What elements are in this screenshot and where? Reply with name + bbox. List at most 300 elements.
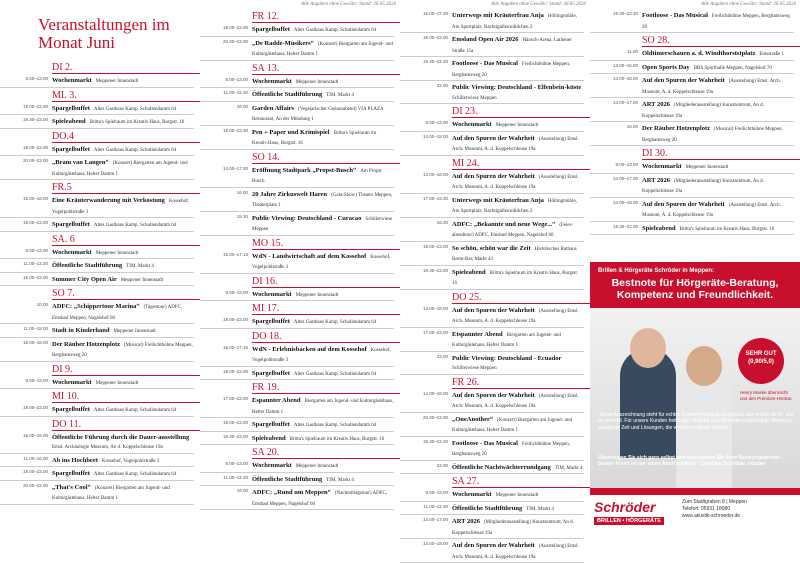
event-entry[interactable]: [400, 266, 584, 290]
event-title: Auf den Spuren der Wahrheit: [452, 542, 535, 549]
event-body: [252, 126, 394, 149]
event-location: Kossehof, Vogelpohlstraße 3: [101, 458, 160, 464]
page-title: Veranstaltungen im Monat Juni: [38, 15, 170, 52]
event-entry[interactable]: [200, 250, 394, 274]
event-location: Meppener Innenstadt: [295, 464, 339, 469]
event-body: [52, 259, 194, 272]
event-title: Auf den Spuren der Wahrheit: [642, 77, 725, 84]
event-title: Emsland Open Air 2026: [452, 36, 519, 43]
day-heading: DO 11.: [52, 417, 200, 431]
event-entry[interactable]: [0, 300, 194, 324]
logo-subline: BRILLEN • HÖRGERÄTE: [594, 517, 664, 525]
event-title: Spargelbuffet: [52, 406, 90, 413]
event-location: Biergarten am Jugend- und Kulturgästehaus, Helter Damm 1: [452, 332, 561, 348]
event-time: 19.30–22.30: [422, 438, 448, 444]
event-body: [252, 367, 394, 380]
ad-address: Zum Stadtgraben 8 | Meppen: [682, 499, 747, 505]
day-heading: SO 28.: [642, 33, 800, 47]
event-location: (Konzert) Biergarten am Jugend- und Kulturgästehaus, Helter Damm 1: [452, 417, 573, 433]
day-heading: SA. 6: [52, 232, 200, 246]
event-time: 14.00–17.00: [612, 175, 638, 181]
event-entry[interactable]: [200, 473, 394, 487]
event-time: 16.00: [626, 124, 638, 129]
event-entry[interactable]: [400, 218, 584, 242]
event-title: Wochenmarkt: [642, 163, 682, 170]
day-heading: DO.4: [52, 129, 200, 143]
event-entry[interactable]: [0, 431, 194, 454]
event-body: [252, 37, 394, 60]
event-body: [642, 198, 794, 221]
event-body: [452, 242, 584, 265]
event-location: (Gala-Show) Theater Meppen, Theaterplatz 1: [252, 192, 393, 208]
event-title: WdN - Landwirtschaft auf dem Kossehof: [252, 252, 367, 260]
event-location: Meppener Innenstadt: [685, 165, 729, 170]
ad-footer: [590, 494, 800, 530]
event-time: 19.00–22.00: [222, 25, 248, 30]
event-title: Wochenmarkt: [52, 378, 92, 386]
event-title: 20 Jahre Zirkuswelt Haren: [252, 190, 328, 198]
event-title: ADFC: „Bekannte und neue Wege...“: [452, 220, 556, 228]
event-entry[interactable]: [200, 394, 394, 418]
event-entry[interactable]: [0, 143, 194, 157]
event-body: [52, 102, 194, 115]
event-time: 14.00–18.00: [612, 199, 638, 205]
event-body: [52, 300, 194, 323]
event-entry[interactable]: [200, 102, 394, 126]
event-entry[interactable]: [200, 288, 394, 302]
event-title: Auf den Spuren der Wahrheit: [452, 172, 535, 180]
event-title: „OneAnother“: [452, 415, 494, 423]
event-title: Spargelbuffet: [52, 221, 90, 228]
event-time: 19.00–23.00: [422, 243, 448, 249]
event-time: 15.00–17.30: [422, 11, 448, 16]
event-body: [252, 343, 394, 366]
event-location: TIM, Markt 4: [126, 264, 154, 269]
event-title: ART 2026: [452, 518, 481, 525]
event-location: Freilichtbühne Meppen, Berghamsweg 20: [452, 62, 570, 78]
award-seal: SEHR GUT (0,90/5,0): [738, 338, 784, 384]
ad-caption: Henry Maske überreicht uns den Premium-Hörstar.: [740, 390, 793, 401]
ad-headline: Bestnote für Hörgeräte-Beratung, Kompetenz und Freundlichkeit.: [611, 277, 779, 301]
event-entry[interactable]: [0, 259, 194, 273]
event-title: „De Radde-Musikers“: [252, 39, 314, 47]
event-body: [252, 212, 394, 235]
event-title: Spargelbuffet: [252, 421, 290, 428]
event-title: Öffentliche Stadtführung: [252, 91, 323, 98]
event-entry[interactable]: [0, 338, 194, 362]
event-body: [52, 467, 194, 480]
event-location: Kossehof, Vogelpohlstraße 3: [252, 347, 391, 363]
event-entry[interactable]: [0, 115, 194, 129]
event-location: Meppener Innenstadt: [95, 380, 139, 386]
day-heading: FR 19.: [252, 380, 400, 394]
event-title: Unterwegs mit Kräuterfrau Anja: [452, 196, 544, 204]
event-title: Wochenmarkt: [252, 462, 292, 469]
event-body: [452, 118, 584, 131]
event-body: [52, 156, 194, 179]
event-body: [452, 304, 584, 327]
event-title: Öffentliche Stadtführung: [52, 262, 123, 269]
day-heading: DI 2.: [52, 60, 200, 74]
day-heading: SO 7.: [52, 286, 200, 300]
event-body: [452, 81, 584, 103]
event-title: Public Viewing: Deutschland - Curacao: [252, 214, 362, 222]
event-title: Espannter Abend: [252, 397, 301, 404]
column-3: [400, 0, 590, 560]
event-entry[interactable]: [200, 486, 394, 510]
event-time: 13.00–16.00: [612, 62, 638, 68]
event-time: 19.00–22.00: [22, 469, 48, 474]
event-title: Öffentliche Führung durch die Dauer-ausstellung: [52, 433, 190, 441]
event-location: (Mitgliederausstellung) Kunstzentrum, An d. Koppelschleuse 19a: [452, 520, 574, 536]
day-heading: DI 9.: [52, 362, 200, 376]
event-entry[interactable]: [400, 413, 584, 437]
event-time: 19.00–22.00: [222, 317, 248, 322]
event-body: [452, 502, 584, 515]
event-entry[interactable]: [400, 461, 584, 475]
event-list-3: [400, 9, 590, 563]
event-entry[interactable]: [200, 23, 394, 37]
event-title: Auf den Spuren der Wahrheit: [642, 200, 725, 208]
event-entry[interactable]: [0, 467, 194, 481]
event-body: [452, 132, 584, 155]
event-title: Wochenmarkt: [52, 248, 92, 256]
event-body: [452, 328, 584, 351]
event-title: Summer City Open Air: [52, 275, 117, 283]
event-body: [252, 473, 394, 486]
event-location: Am Propst Busch: [252, 168, 382, 184]
event-location: Meppener Innenstadt: [113, 329, 156, 334]
event-location: Britta's Spielraum im Kreativ.Haus, Burgstr. 16: [679, 226, 775, 232]
person-1-head: [630, 328, 666, 368]
event-title: Spieleabend: [452, 268, 486, 276]
event-entry[interactable]: [400, 515, 584, 539]
event-time: 8.00–13.00: [425, 490, 448, 495]
event-body: [252, 432, 394, 445]
event-entry[interactable]: [200, 432, 394, 446]
event-entry[interactable]: [590, 160, 794, 174]
event-title: Wochenmarkt: [452, 491, 492, 498]
column-2: [200, 0, 400, 530]
event-title: Ab ins Hochbeet: [52, 456, 98, 464]
event-time: 14.00–18.00: [612, 76, 638, 81]
column-1: [0, 0, 200, 530]
event-title: ADFC: „Rund um Meppen“: [252, 489, 331, 496]
event-title: Auf den Spuren der Wahrheit: [452, 306, 535, 314]
event-title: Öffentliche Stadtführung: [252, 475, 323, 483]
event-location: Hänsch-Arena, Lathener Straße 15a: [452, 38, 572, 54]
event-entry[interactable]: [400, 242, 584, 266]
event-entry[interactable]: [0, 454, 194, 468]
ad-intro: Brillen & Hörgeräte Schröder in Meppen:: [598, 268, 715, 274]
event-time: 11.00–12.30: [23, 261, 48, 266]
event-body: [642, 174, 794, 197]
event-body: [642, 9, 794, 32]
event-time: 11.00–12.30: [223, 90, 248, 95]
event-body: [452, 266, 584, 289]
event-time: 16.00: [236, 189, 248, 195]
event-body: [452, 194, 584, 217]
event-time: 8.00–13.00: [225, 289, 248, 295]
event-entry[interactable]: [0, 246, 194, 260]
event-time: 18.00–23.00: [422, 35, 448, 40]
event-title: Footloose - Das Musical: [452, 439, 518, 447]
event-title: Public Viewing: Deutschland - Elfenbein-küste: [452, 84, 582, 91]
day-heading: FR 12.: [252, 9, 400, 23]
event-time: 20.00–22.00: [422, 414, 448, 420]
event-entry[interactable]: [200, 75, 394, 89]
event-time: 11.00–12.30: [223, 474, 248, 480]
event-location: Meppener Innenstadt: [95, 79, 139, 84]
event-entry[interactable]: [200, 212, 394, 236]
event-title: Stadt in Kinderhand: [52, 327, 110, 334]
event-time: 19.30–22.00: [22, 117, 48, 122]
event-entry[interactable]: [400, 33, 584, 57]
event-entry[interactable]: [400, 170, 584, 194]
event-time: 19.30–22.00: [612, 223, 638, 229]
event-location: Britta's Spielraum im Kreativ.Haus, Burgstr. 16: [252, 130, 377, 146]
event-title: Spargelbuffet: [252, 26, 290, 33]
event-entry[interactable]: [200, 418, 394, 432]
event-entry[interactable]: [0, 324, 194, 338]
event-title: Wochenmarkt: [252, 290, 292, 298]
event-entry[interactable]: [400, 328, 584, 352]
event-body: [452, 389, 584, 412]
event-time: 15.00–17.15: [222, 344, 248, 350]
event-title: Spieleabend: [642, 224, 676, 232]
event-time: 17.00–22.00: [422, 329, 448, 335]
ad-website[interactable]: www.akustik-schroeder.de: [682, 513, 741, 519]
event-location: Altes Gasthaus Kamp, Schullendamm 64: [93, 472, 177, 477]
event-time: 19.00–22.00: [22, 144, 48, 150]
event-location: Meppener Innenstadt: [495, 493, 539, 498]
event-list-4: [590, 9, 800, 235]
event-location: TIM, Markt 4: [526, 506, 554, 512]
day-heading: DI 30.: [642, 146, 800, 160]
event-title: ART 2026: [642, 101, 671, 108]
event-location: Freilichtbühne Meppen, Berghamsweg 20: [642, 14, 790, 30]
event-location: Schillerwiese Meppen: [252, 216, 393, 232]
event-entry[interactable]: [0, 403, 194, 417]
event-body: [52, 218, 194, 231]
disclaimer-note: Alle Angaben ohne Gewähr; Stand: 28.05.2026: [700, 2, 796, 7]
disclaimer-note: Alle Angaben ohne Gewähr; Stand: 28.05.2026: [300, 2, 396, 7]
event-entry[interactable]: [400, 539, 584, 563]
event-body: [52, 454, 194, 467]
event-time: 19.30–22.30: [422, 59, 448, 64]
event-entry[interactable]: [0, 481, 194, 505]
event-entry[interactable]: [590, 61, 794, 75]
event-location: (Nachmittagstour) ADFC, Emsbad Meppen, Nagelshof 60: [252, 491, 388, 507]
ad-quote-cta: Überzeugen Sie sich gern selbst und vereinbaren Sie Ihren Beratungstermin – besser hören ist nur einen Anruf entfernt.“ Christian Schröder, Inhaber: [598, 455, 784, 468]
event-entry[interactable]: [590, 198, 794, 222]
event-entry[interactable]: [400, 81, 584, 104]
event-body: [252, 288, 394, 301]
day-heading: MO 15.: [252, 236, 400, 250]
event-location: (Musical) Freilichtbühne Meppen, Berghamsweg 20: [52, 342, 193, 358]
event-time: 19.00–22.00: [222, 420, 248, 425]
event-time: 22.00: [436, 83, 448, 88]
event-body: [252, 102, 394, 125]
event-entry[interactable]: [400, 118, 584, 132]
event-location: (Musical) Freilichtbühne Meppen, Berghamsweg 20: [642, 127, 783, 143]
event-title: Wochenmarkt: [452, 121, 492, 128]
event-time: 14.00–17.00: [612, 100, 638, 105]
event-title: Footloose - Das Musical: [642, 12, 708, 19]
event-time: 20.00–22.00: [222, 38, 248, 44]
event-entry[interactable]: [590, 74, 794, 98]
event-time: 19.00–22.00: [22, 220, 48, 225]
event-entry[interactable]: [200, 37, 394, 61]
event-time: 15.00–17.15: [222, 251, 248, 257]
event-title: ADFC: „Schippertour Marina“: [52, 303, 140, 310]
event-entry[interactable]: [590, 174, 794, 198]
event-title: Auf den Spuren der Wahrheit: [452, 134, 535, 142]
event-body: [252, 23, 394, 36]
event-title: „Bram van Langen“: [52, 159, 109, 166]
event-body: [452, 9, 584, 32]
event-body: [252, 250, 394, 273]
event-title: Spieleabend: [52, 118, 86, 125]
event-time: 18.00: [236, 103, 248, 109]
event-time: 19.00–22.00: [22, 103, 48, 109]
advertisement[interactable]: [590, 262, 800, 530]
event-location: (Feier-abendtour) ADFC, Emsbad Meppen, Nagelshof 60: [452, 222, 573, 238]
day-heading: SA 13.: [252, 61, 400, 75]
event-entry[interactable]: [0, 74, 194, 88]
event-entry[interactable]: [200, 164, 394, 188]
event-body: [252, 394, 394, 417]
event-entry[interactable]: [400, 389, 584, 413]
schroeder-logo: Schröder: [594, 499, 656, 515]
event-location: Schillerwiese Meppen: [452, 366, 497, 371]
event-title: Footloose - Das Musical: [452, 60, 518, 67]
event-body: [452, 57, 584, 80]
event-location: Altes Gasthaus Kamp, Schullendamm 64: [293, 371, 377, 377]
event-body: [642, 74, 794, 97]
event-title: Spargelbuffet: [52, 145, 90, 153]
event-title: Etspannter Abend: [452, 330, 503, 338]
event-time: 14.00–18.00: [422, 305, 448, 311]
event-location: Altes Gasthaus Kamp, Schullendamm 64: [293, 423, 377, 428]
event-title: Spargelbuffet: [252, 318, 290, 325]
event-location: (Mitgliederausstellung) Kunstzentrum, An d. Koppelschleuse 19a: [642, 103, 764, 119]
event-entry[interactable]: [0, 376, 194, 390]
event-entry[interactable]: [400, 304, 584, 328]
event-body: [52, 74, 194, 87]
event-entry[interactable]: [400, 57, 584, 81]
event-location: (Konzert) Biergarten am Jugend- und Kulturgästehaus, Helter Damm 1: [252, 41, 393, 57]
event-entry[interactable]: [0, 218, 194, 232]
event-time: 11.00–12.30: [423, 503, 448, 509]
event-entry[interactable]: [400, 502, 584, 516]
event-entry[interactable]: [400, 352, 584, 375]
event-time: 15.00–16.00: [22, 432, 48, 438]
event-body: [452, 515, 584, 538]
day-heading: MI 10.: [52, 389, 200, 403]
event-entry[interactable]: [0, 156, 194, 180]
event-entry[interactable]: [200, 126, 394, 150]
event-location: (Ausstellung) Emsl. Arch. Museum, A. d. Koppelschleuse 19a: [642, 202, 781, 218]
event-body: [452, 461, 584, 474]
event-time: 19.00–22.00: [222, 368, 248, 374]
event-time: 19.00: [236, 488, 248, 493]
event-title: Pen + Paper und Krimispiel: [252, 128, 330, 136]
event-time: 20.00–22.00: [22, 158, 48, 163]
event-location: Meppener Innenstadt: [295, 79, 339, 85]
event-entry[interactable]: [200, 315, 394, 329]
event-body: [252, 188, 394, 211]
event-body: [52, 376, 194, 389]
event-title: Wochenmarkt: [52, 77, 92, 84]
event-time: 19.30–22.30: [612, 11, 638, 16]
event-entry[interactable]: [0, 194, 194, 218]
event-entry[interactable]: [590, 98, 794, 122]
event-time: 14.00–17.00: [422, 517, 448, 522]
event-time: 14.00–18.00: [422, 541, 448, 546]
event-location: Altes Gasthaus Kamp, Schullendamm 64: [93, 223, 177, 228]
event-time: 14.00–18.00: [422, 390, 448, 396]
event-body: [452, 170, 584, 193]
event-time: 19.00–23.00: [22, 274, 48, 280]
event-entry[interactable]: [590, 9, 794, 33]
day-heading: FR.5: [52, 180, 200, 194]
event-body: [252, 418, 394, 431]
event-body: [252, 315, 394, 328]
event-time: 8.00–13.00: [615, 162, 638, 167]
event-body: [452, 488, 584, 501]
event-time: 8.00–13.00: [225, 461, 248, 466]
event-entry[interactable]: [400, 132, 584, 156]
day-heading: DO 25.: [452, 290, 590, 304]
event-entry[interactable]: [400, 437, 584, 461]
event-entry[interactable]: [400, 9, 584, 33]
event-entry[interactable]: [590, 122, 794, 146]
event-body: [52, 481, 194, 504]
event-body: [642, 122, 794, 145]
event-location: (Tagestour) ADFC, Emsbad Meppen, Nagelshof 60: [52, 305, 183, 321]
event-body: [452, 352, 584, 374]
event-body: [252, 164, 394, 187]
event-location: (Mitgliederausstellung) Kunstzentrum, An d. Koppelschleuse 19a: [642, 178, 764, 194]
event-location: (Ausstellung) Emsl. Arch. Museum, A. d. Koppelschleuse 19a: [452, 174, 579, 190]
event-title: Öffentliche Nachtwächterrundgang: [452, 463, 551, 471]
event-entry[interactable]: [200, 459, 394, 473]
event-entry[interactable]: [200, 343, 394, 367]
person-2-head: [686, 346, 722, 386]
event-entry[interactable]: [590, 222, 794, 236]
event-list-2: [200, 9, 400, 510]
event-entry[interactable]: [200, 367, 394, 381]
event-time: 15.00–18.00: [22, 196, 48, 201]
event-entry[interactable]: [0, 102, 194, 116]
event-location: Meppener Innenstadt: [495, 123, 539, 128]
event-list-1: [0, 60, 200, 505]
event-entry[interactable]: [0, 273, 194, 287]
event-location: Altes Gasthaus Kamp, Schullendamm 64: [293, 28, 377, 33]
event-location: Meppener Innenstadt: [95, 250, 139, 256]
event-location: Meppener Innenstadt: [295, 292, 339, 298]
event-time: 17.00–19.30: [422, 195, 448, 201]
event-location: Biergarten am Jugend- und Kulturgästehaus, Helter Damm 1: [252, 399, 394, 415]
event-entry[interactable]: [400, 488, 584, 502]
event-body: [642, 222, 794, 235]
day-heading: DI 16.: [252, 274, 400, 288]
event-time: 8.00–13.00: [425, 120, 448, 125]
event-body: [642, 98, 794, 121]
event-time: 19.00–22.00: [22, 405, 48, 410]
event-title: Garden Affairs: [252, 104, 295, 112]
